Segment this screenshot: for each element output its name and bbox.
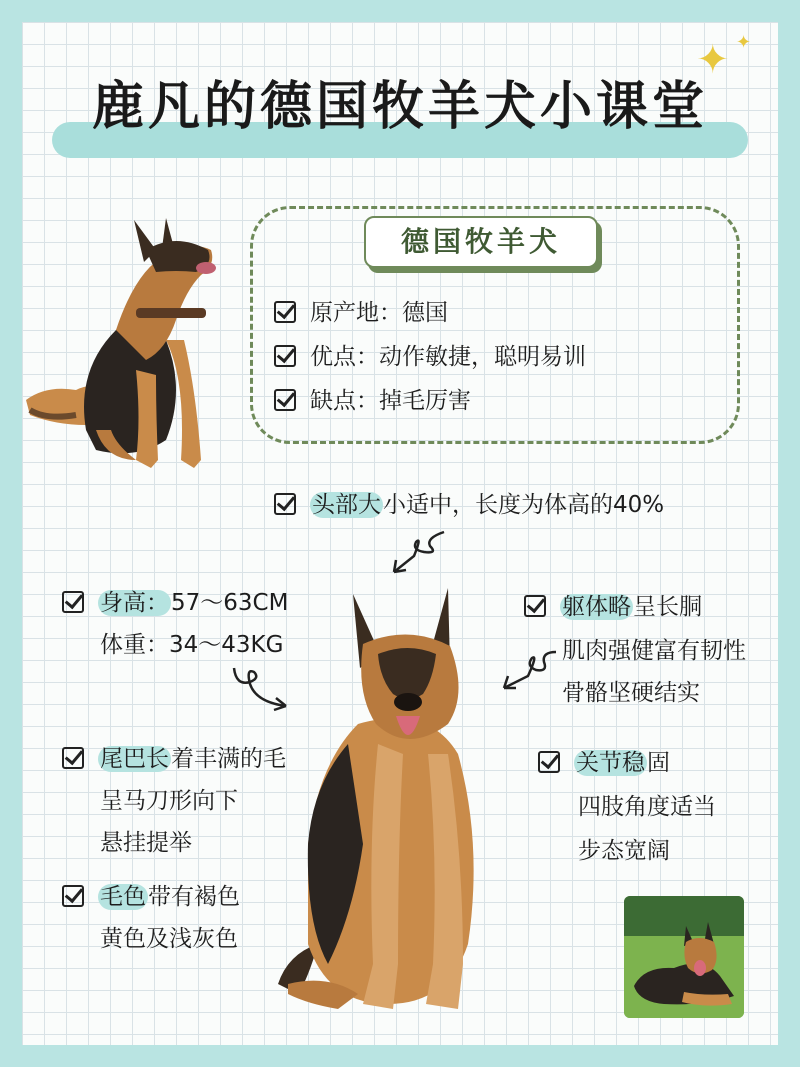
dog-image-top (16, 210, 226, 480)
curly-arrow-icon (386, 528, 450, 578)
checkbox-icon (538, 751, 560, 773)
page-title: 鹿凡的德国牧羊犬小课堂 (91, 77, 708, 137)
sparkle-icon: ✦ (696, 37, 730, 83)
info-cons: 缺点：掉毛厉害 (274, 384, 471, 418)
checkbox-icon (274, 301, 296, 323)
feature-body-line3: 骨骼坚硬结实 (562, 680, 700, 706)
feature-tail-line2: 呈马刀形向下 (100, 788, 238, 814)
sparkle-small-icon: ✦ (736, 32, 752, 53)
feature-tail-line3: 悬挂提举 (100, 830, 192, 856)
checkbox-icon (274, 345, 296, 367)
breed-tag: 德国牧羊犬 (364, 216, 598, 268)
feature-color-line2: 黄色及浅灰色 (100, 926, 238, 952)
feature-head: 头部大小适中，长度为体高的40% (274, 488, 664, 522)
feature-weight: 体重：34～43KG (100, 632, 284, 658)
checkbox-icon (274, 389, 296, 411)
checkbox-icon (62, 747, 84, 769)
feature-tail: 尾巴长着丰满的毛 (62, 742, 286, 776)
feature-joint: 关节稳固 (538, 746, 670, 780)
checkbox-icon (62, 591, 84, 613)
feature-joint-line2: 四肢角度适当 (578, 794, 716, 820)
feature-color: 毛色带有褐色 (62, 880, 240, 914)
info-pros: 优点：动作敏捷，聪明易训 (274, 340, 586, 374)
feature-height: 身高：57～63CM (62, 586, 288, 620)
checkbox-icon (62, 885, 84, 907)
checkbox-icon (274, 493, 296, 515)
feature-body: 躯体略呈长胴 (524, 590, 702, 624)
info-origin: 原产地：德国 (274, 296, 448, 330)
dog-image-center (268, 584, 518, 1024)
dog-photo (624, 896, 744, 1018)
checkbox-icon (524, 595, 546, 617)
feature-body-line2: 肌肉强健富有韧性 (562, 638, 746, 664)
feature-joint-line3: 步态宽阔 (578, 838, 670, 864)
